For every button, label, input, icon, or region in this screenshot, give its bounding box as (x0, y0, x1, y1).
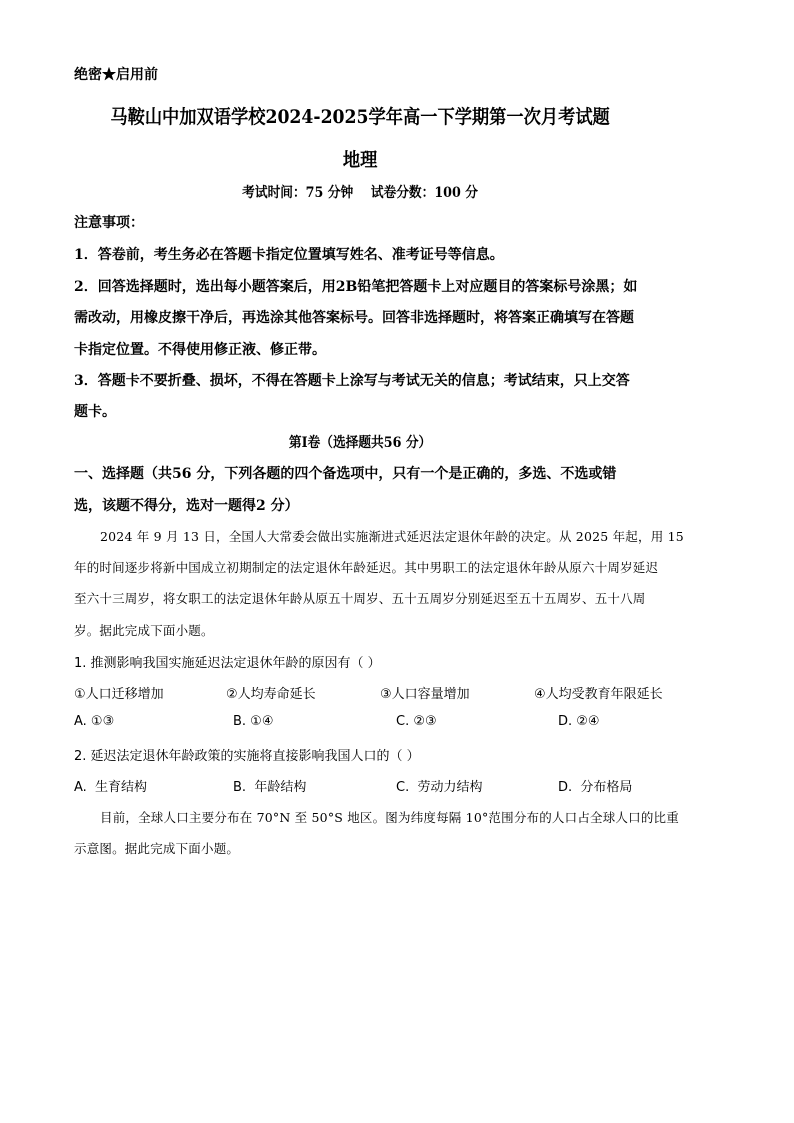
question-2-stem: 2. 延迟法定退休年龄政策的实施将直接影响我国人口的（ ） (74, 749, 420, 764)
q1-option-c[interactable]: C. ②③ (396, 714, 437, 729)
note-line: 题卡。 (74, 404, 116, 420)
section-title: 第Ⅰ卷（选择题共56 分） (288, 435, 432, 451)
note-line: 3．答题卡不要折叠、损坏，不得在答题卡上涂写与考试无关的信息；考试结束，只上交答 (74, 373, 630, 389)
q2-option-d[interactable]: D. 分布格局 (558, 780, 633, 795)
passage2-line: 目前，全球人口主要分布在 70°N 至 50°S 地区。图为纬度每隔 10°范围分布的人口占全球人口的比重 (100, 810, 679, 825)
note-line: 2．回答选择题时，选出每小题答案后，用2B铅笔把答题卡上对应题目的答案标号涂黑；如 (74, 279, 638, 295)
exam-title: 马鞍山中加双语学校2024-2025学年高一下学期第一次月考试题 (110, 106, 610, 128)
q2-option-b[interactable]: B. 年龄结构 (233, 780, 307, 795)
passage1-line: 2024 年 9 月 13 日，全国人大常委会做出实施渐进式延迟法定退休年龄的决定。从 2025 年起，用 15 (100, 529, 684, 544)
subject-title: 地理 (342, 149, 378, 171)
question-1-stem: 1. 推测影响我国实施延迟法定退休年龄的原因有（ ） (74, 656, 381, 671)
passage1-line: 年的时间逐步将新中国成立初期制定的法定退休年龄延迟。其中男职工的法定退休年龄从原六十周岁延迟 (74, 560, 659, 575)
passage1-line: 岁。据此完成下面小题。 (74, 623, 214, 638)
q1-option-d[interactable]: D. ②④ (558, 714, 600, 729)
notes-title: 注意事项： (74, 215, 144, 231)
q2-option-c[interactable]: C. 劳动力结构 (396, 780, 483, 795)
passage2-line: 示意图。据此完成下面小题。 (74, 841, 240, 856)
q1-item: ③人口容量增加 (380, 687, 470, 702)
q1-item: ①人口迁移增加 (74, 687, 164, 702)
q1-option-b[interactable]: B. ①④ (233, 714, 274, 729)
q1-item: ②人均寿命延长 (226, 687, 316, 702)
part-title-line: 选，该题不得分，选对一题得2 分） (74, 498, 299, 514)
passage1-line: 至六十三周岁，将女职工的法定退休年龄从原五十周岁、五十五周岁分别延迟至五十五周岁、五十八周 (74, 591, 646, 606)
part-title-line: 一、选择题（共56 分，下列各题的四个备选项中，只有一个是正确的，多选、不选或错 (74, 466, 617, 482)
q1-item: ④人均受教育年限延长 (534, 687, 663, 702)
exam-info: 考试时间：75 分钟 试卷分数：100 分 (242, 185, 478, 201)
note-line: 卡指定位置。不得使用修正液、修正带。 (74, 342, 326, 358)
q2-option-a[interactable]: A. 生育结构 (74, 780, 148, 795)
note-line: 需改动，用橡皮擦干净后，再选涂其他答案标号。回答非选择题时，将答案正确填写在答题 (74, 310, 634, 326)
q1-option-a[interactable]: A. ①③ (74, 714, 115, 729)
secret-mark: 绝密★启用前 (74, 67, 158, 83)
note-line: 1．答卷前，考生务必在答题卡指定位置填写姓名、准考证号等信息。 (74, 247, 504, 263)
